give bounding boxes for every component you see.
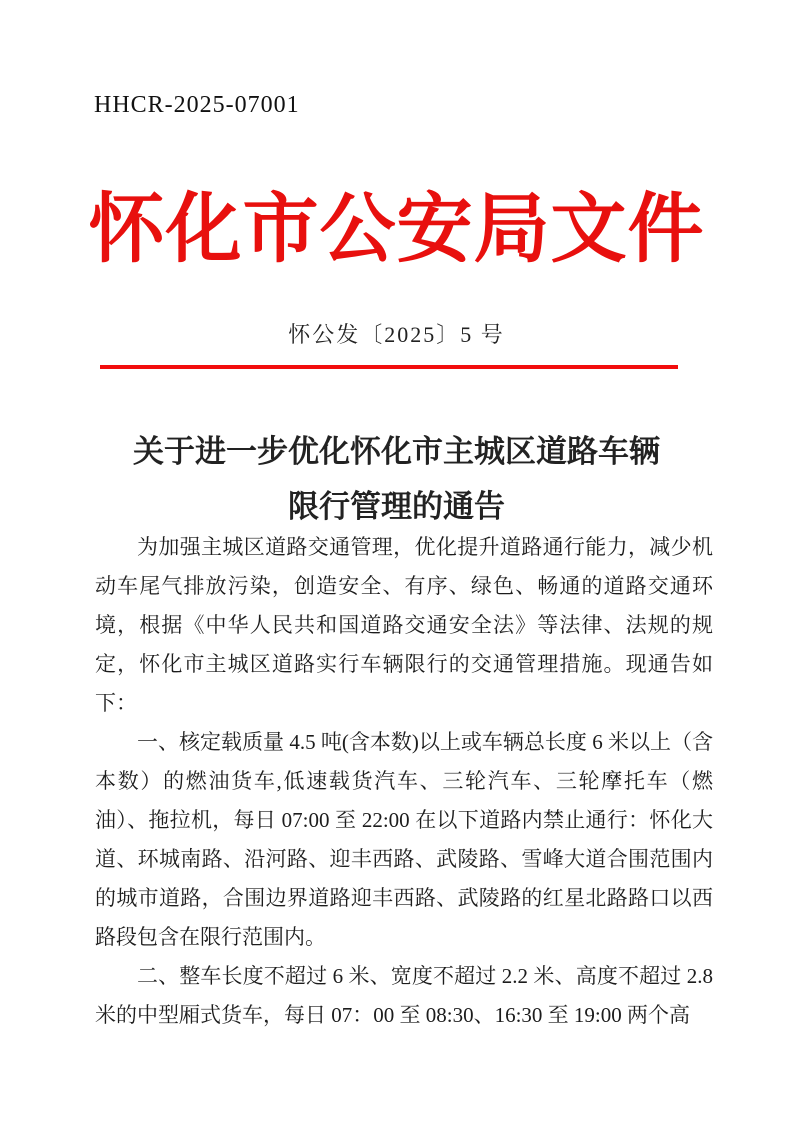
paragraph-intro: 为加强主城区道路交通管理，优化提升道路通行能力，减少机动车尾气排放污染，创造安全、有序、绿色、畅通的道路交通环境，根据《中华人民共和国道路交通安全法》等法律、法规的规定，怀化市主城区道路实行车辆限行的交通管理措施。现通告如下：	[95, 535, 713, 715]
paragraph-item-1: 一、核定载质量 4.5 吨(含本数)以上或车辆总长度 6 米以上（含本数）的燃油货车,低速载货汽车、三轮汽车、三轮摩托车（燃油）、拖拉机，每日 07:00 至 22:00 在以下道路内禁止通行：怀化大道、环城南路、沿河路、迎丰西路、武陵路、雪峰大道合围范围内的城市道路，合围边界道路迎丰西路、武陵路的红星北路路口以西路段包含在限行范围内。	[95, 730, 713, 949]
notice-body	[95, 528, 713, 1035]
notice-title	[0, 424, 793, 534]
doc-code: HHCR-2025-07001	[94, 92, 300, 118]
doc-number: 怀公发〔2025〕5 号	[288, 322, 505, 347]
notice-title-line1: 关于进一步优化怀化市主城区道路车辆	[133, 434, 660, 469]
notice-title-line2: 限行管理的通告	[288, 489, 505, 524]
agency-header-title: 怀化市公安局文件	[88, 188, 705, 272]
red-divider-rule	[100, 365, 678, 369]
paragraph-item-2: 二、整车长度不超过 6 米、宽度不超过 2.2 米、高度不超过 2.8 米的中型厢式货车，每日 07：00 至 08:30、16:30 至 19:00 两个高	[95, 964, 713, 1027]
